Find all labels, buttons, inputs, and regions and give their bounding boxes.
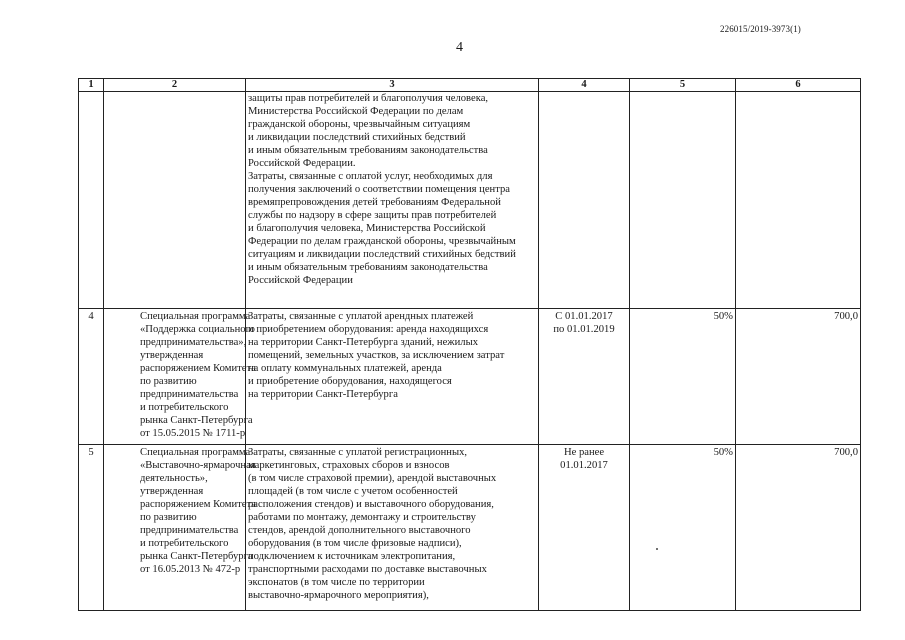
costs-cell [246,445,539,611]
program-cell-line: деятельность», [140,473,208,484]
table-row [79,309,861,445]
program-cell-line: и потребительского [140,402,229,413]
program-cell-line: и потребительского [140,538,229,549]
period-cell-line: Не ранее [563,447,605,458]
costs-cell-line: на территории Санкт-Петербурга [248,389,398,400]
costs-cell-line: и иным обязательным требованиям законодательства [248,262,488,273]
scan-speck [656,548,658,550]
costs-cell-line: и приобретением оборудования: аренда находящихся [248,324,489,335]
costs-cell-line: маркетинговых, страховых сборов и взносов [248,460,450,471]
row-number [79,92,104,309]
costs-cell-line: и благополучия человека, Министерства Российской [248,223,486,234]
document-id: 226015/2019-3973(1) [720,24,801,34]
costs-cell-line: подключением к источникам электропитания, [248,551,456,562]
amount-cell: 700,0 [736,445,861,611]
costs-cell-line: помещений, земельных участков, за исключением затрат [248,350,505,361]
column-header: 6 [736,79,861,92]
program-cell [104,445,256,611]
period-cell-line: по 01.01.2019 [553,324,615,335]
column-header: 5 [630,79,736,92]
costs-cell-line: на территории Санкт-Петербурга зданий, нежилых [248,337,478,348]
program-cell-line: от 16.05.2013 № 472-р [140,564,241,575]
program-cell-line: по развитию [140,512,197,523]
program-cell [104,309,256,445]
program-cell-line: утвержденная [140,350,204,361]
program-cell-line: «Выставочно-ярмарочная [140,460,256,471]
costs-cell-line: ситуациям и ликвидации последствий стихийных бедствий [248,249,516,260]
column-header: 2 [104,79,246,92]
amount-cell: 700,0 [736,309,861,445]
costs-cell-line: защиты прав потребителей и благополучия человека, [248,93,489,104]
program-cell-line: предпринимательства [140,389,239,400]
costs-cell-line: Федерации по делам гражданской обороны, чрезвычайным [248,236,516,247]
program-cell-line: предпринимательства [140,525,239,536]
row-number: 4 [79,309,104,445]
costs-cell [246,92,539,309]
costs-cell-line: (в том числе страховой премии), арендой выставочных [248,473,497,484]
period-cell-line: С 01.01.2017 [555,311,613,322]
subsidy-table [78,78,861,611]
column-header: 4 [539,79,630,92]
costs-cell-line: Российской Федерации [248,275,353,286]
costs-cell-line: площадей (в том числе с учетом особенностей [248,486,458,497]
program-cell-line: Специальная программа [140,311,251,322]
costs-cell-line: времяпрепровождения детей требованиям Федеральной [248,197,501,208]
column-header: 1 [79,79,104,92]
costs-cell-line: получения заключений о соответствии помещения центра [248,184,510,195]
page-number: 4 [456,40,463,55]
amount-cell [736,92,861,309]
program-cell-line: рынка Санкт-Петербурга [140,551,253,562]
program-cell-line: «Поддержка социального [140,324,255,335]
costs-cell-line: и ликвидации последствий стихийных бедствий [248,132,466,143]
table-row [79,92,861,309]
period-cell [539,445,630,611]
costs-cell-line: и приобретение оборудования, находящегося [248,376,452,387]
column-header: 3 [246,79,539,92]
program-cell-line: предпринимательства», [140,337,247,348]
program-cell-line: по развитию [140,376,197,387]
period-cell [539,309,630,445]
costs-cell-line: и иным обязательным требованиям законодательства [248,145,488,156]
costs-cell-line: Министерства Российской Федерации по делам [248,106,464,117]
costs-cell-line: Российской Федерации. [248,158,356,169]
costs-cell-line: расположения стендов) и выставочного оборудования, [248,499,494,510]
costs-cell [246,309,539,445]
costs-cell-line: выставочно-ярмарочного мероприятия), [248,590,429,601]
percent-cell: 50% [630,309,736,445]
program-cell-line: утвержденная [140,486,204,497]
costs-cell-line: Затраты, связанные с оплатой услуг, необходимых для [248,171,493,182]
program-cell-line: распоряжением Комитета [140,499,256,510]
costs-cell-line: оборудования (в том числе фризовые надписи), [248,538,462,549]
program-cell [104,92,246,309]
costs-cell-line: транспортными расходами по доставке выставочных [248,564,487,575]
costs-cell-line: работами по монтажу, демонтажу и строительству [248,512,476,523]
program-cell-line: от 15.05.2015 № 1711-р [140,428,246,439]
costs-cell-line: Затраты, связанные с уплатой арендных платежей [248,311,474,322]
table-row [79,445,861,611]
period-cell [539,92,630,309]
percent-cell [630,92,736,309]
costs-cell-line: на оплату коммунальных платежей, аренда [248,363,442,374]
period-cell-line: 01.01.2017 [560,460,608,471]
row-number: 5 [79,445,104,611]
costs-cell-line: службы по надзору в сфере защиты прав потребителей [248,210,497,221]
program-cell-line: распоряжением Комитета [140,363,256,374]
costs-cell-line: стендов, арендой дополнительного выставочного [248,525,471,536]
costs-cell-line: Затраты, связанные с уплатой регистрационных, [248,447,468,458]
costs-cell-line: экспонатов (в том числе по территории [248,577,425,588]
percent-cell: 50% [630,445,736,611]
program-cell-line: рынка Санкт-Петербурга [140,415,253,426]
column-header-row [79,79,861,92]
costs-cell-line: гражданской обороны, чрезвычайным ситуациям [248,119,471,130]
program-cell-line: Специальная программа [140,447,251,458]
